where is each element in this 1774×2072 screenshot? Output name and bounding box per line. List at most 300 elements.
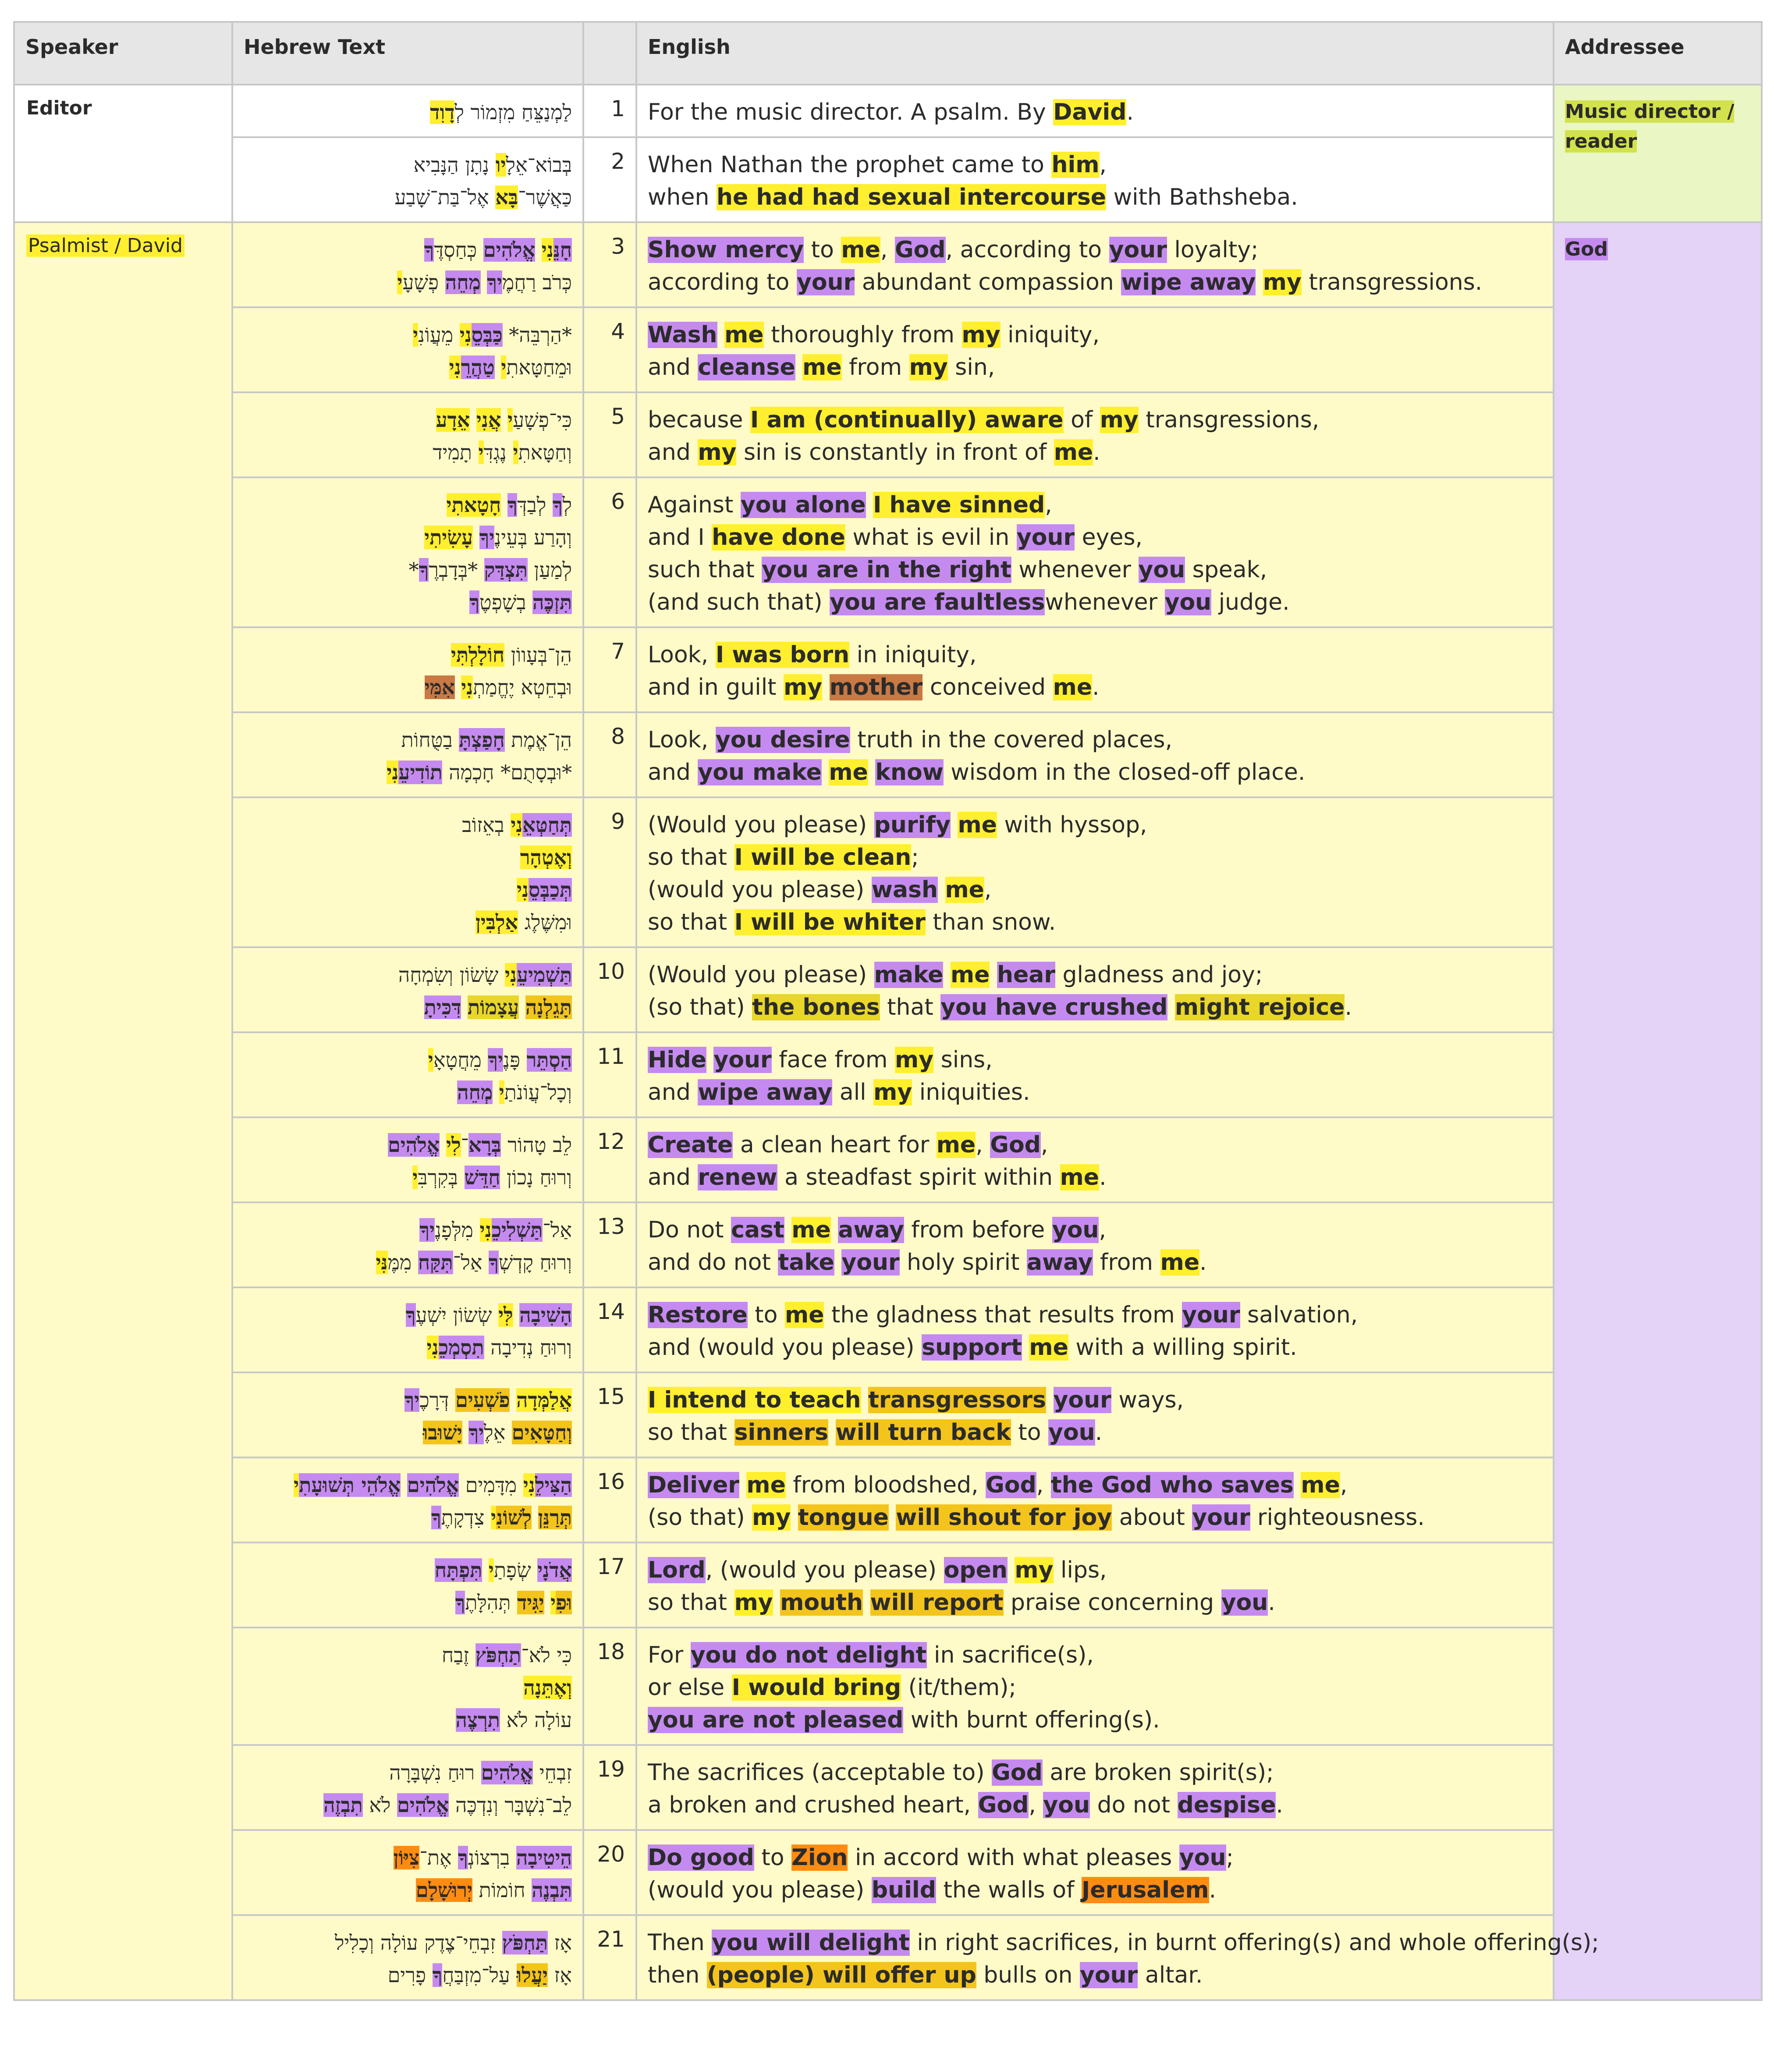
- english-text: [773, 1589, 781, 1616]
- hebrew-line: [244, 436, 572, 469]
- verse-number: 8: [583, 712, 636, 797]
- english-text: to: [1011, 1419, 1049, 1446]
- hebrew-text: לַמְנַצֵּחַ מִזְמוֹר לְ: [454, 100, 572, 124]
- english-text: the walls of: [936, 1877, 1082, 1903]
- english-text: (so that): [648, 1504, 752, 1531]
- hebrew-text: מִדָּמִים: [459, 1473, 523, 1497]
- hebrew-text: *: [408, 558, 419, 582]
- hebrew-line: [244, 1841, 572, 1874]
- hebrew-cell: [232, 1287, 583, 1372]
- english-text: and: [648, 1079, 698, 1105]
- english-highlight: you: [1164, 589, 1212, 615]
- hebrew-line: [244, 181, 572, 213]
- english-highlight: you have crushed: [940, 994, 1168, 1020]
- hebrew-highlight: י: [413, 323, 419, 347]
- english-cell: [636, 1830, 1554, 1915]
- hebrew-highlight: יְרוּשָׁלָם: [415, 1878, 473, 1902]
- english-line: [648, 1874, 1542, 1906]
- english-text: and: [648, 354, 698, 380]
- hebrew-cell: [232, 307, 583, 392]
- hebrew-text: וּמֵחַטָּאתִ: [506, 355, 572, 379]
- psalm-table: [13, 21, 1763, 2001]
- hebrew-text: שְׂשׂוֹן יִשְׁעֶ: [415, 1303, 499, 1327]
- english-text: or else: [648, 1674, 732, 1701]
- english-text: ,: [1040, 1132, 1048, 1158]
- hebrew-text: נָתָן הַנָּבִיא: [413, 153, 496, 177]
- english-text: Look,: [648, 642, 716, 668]
- english-text: [831, 1217, 838, 1243]
- verse-number: 5: [583, 392, 636, 477]
- hebrew-text: מֵחֲטָאָ: [433, 1048, 488, 1072]
- english-line: [648, 1384, 1542, 1416]
- english-text: righteousness.: [1250, 1504, 1425, 1531]
- table-row: [14, 1032, 1762, 1117]
- english-text: (Would you please): [648, 962, 874, 988]
- english-text: .: [1099, 1164, 1107, 1191]
- english-text: [1167, 994, 1175, 1020]
- english-text: [863, 1589, 870, 1616]
- english-line: [648, 1044, 1542, 1076]
- hebrew-text: [501, 408, 507, 432]
- english-line: [648, 1076, 1542, 1109]
- hebrew-line: [244, 809, 572, 841]
- hebrew-highlight: י: [491, 1506, 497, 1529]
- hebrew-highlight: תִרְצֶה: [455, 1708, 500, 1732]
- english-cell: [636, 1542, 1554, 1628]
- hebrew-text: כִּי־פְשָׁעַ: [513, 408, 572, 432]
- english-text: .: [1126, 99, 1134, 125]
- hebrew-text: מִמֶּ: [387, 1251, 418, 1274]
- hebrew-highlight: ךָ: [431, 1506, 441, 1529]
- hebrew-highlight: נִּי: [376, 1251, 388, 1274]
- hebrew-highlight: וּפִ: [556, 1591, 572, 1614]
- english-highlight: God: [992, 1759, 1043, 1786]
- hebrew-text: תְּהִלָּתֶ: [465, 1591, 518, 1614]
- hebrew-highlight: דִּכִּיתָ: [424, 995, 461, 1019]
- english-highlight: purify: [874, 812, 951, 838]
- hebrew-text: וּבְחֵטְא יֶחֱמַתְ: [473, 675, 572, 699]
- hebrew-text: וְרוּחַ נְדִיבָה: [484, 1336, 572, 1359]
- hebrew-text: לֵב טָהוֹר: [501, 1133, 572, 1157]
- english-line: [648, 1639, 1542, 1671]
- english-highlight: my: [1100, 407, 1139, 433]
- english-text: When Nathan the prophet came to: [648, 152, 1052, 178]
- english-text: ;: [1226, 1845, 1234, 1871]
- hebrew-line: [244, 1469, 572, 1501]
- hebrew-line: [244, 266, 572, 299]
- english-text: For the music director. A psalm. By: [648, 99, 1054, 125]
- english-text: speak,: [1185, 557, 1267, 583]
- english-highlight: you: [1221, 1589, 1268, 1616]
- hebrew-highlight: תִסְמְכֵ: [438, 1336, 484, 1359]
- english-text: praise concerning: [1003, 1589, 1221, 1616]
- hebrew-highlight: אֲדֹנָי: [537, 1558, 572, 1582]
- english-highlight: mother: [829, 674, 923, 700]
- english-highlight: Create: [648, 1132, 733, 1158]
- english-text: and do not: [648, 1249, 778, 1276]
- english-text: (would you please): [648, 877, 872, 903]
- hebrew-highlight: תִּצְדַּק: [484, 558, 528, 582]
- english-text: [795, 354, 803, 380]
- hebrew-highlight: וְאֶטְהָר: [520, 846, 572, 869]
- table-row: [14, 477, 1762, 627]
- english-cell: [636, 307, 1554, 392]
- english-line: [648, 1469, 1542, 1501]
- hebrew-text: שְׂפָתַ: [493, 1558, 538, 1582]
- english-text: [1008, 1557, 1015, 1583]
- english-cell: [636, 85, 1554, 137]
- english-line: [648, 1789, 1542, 1821]
- english-highlight: I will be clean: [734, 844, 912, 871]
- english-highlight: me: [945, 877, 984, 903]
- english-highlight: your: [841, 1249, 900, 1276]
- hebrew-text: אַל־: [543, 1218, 572, 1242]
- english-text: Against: [648, 492, 741, 518]
- english-highlight: me: [724, 322, 764, 348]
- english-highlight: my: [784, 674, 823, 700]
- hebrew-cell: [232, 1745, 583, 1830]
- english-highlight: Zion: [791, 1845, 848, 1871]
- english-text: [868, 759, 876, 785]
- english-line: [648, 1299, 1542, 1331]
- english-text: ,: [1340, 1472, 1348, 1498]
- english-line: [648, 1926, 1599, 1959]
- hebrew-cell: [232, 137, 583, 222]
- english-text: [822, 759, 829, 785]
- english-cell: [636, 1628, 1554, 1745]
- english-line: [648, 809, 1542, 841]
- english-text: [1294, 1472, 1301, 1498]
- hebrew-cell: [232, 712, 583, 797]
- header-speaker: Speaker: [14, 22, 232, 85]
- hebrew-text: כְּחַסְדֶּ: [434, 238, 483, 262]
- hebrew-line: [244, 1756, 572, 1789]
- hebrew-highlight: טַהֲרֵ: [461, 355, 495, 379]
- english-highlight: despise: [1177, 1792, 1276, 1818]
- english-text: from bloodshed,: [785, 1472, 986, 1498]
- hebrew-highlight: נִי: [449, 355, 461, 379]
- hebrew-cell: [232, 1542, 583, 1628]
- hebrew-text: אֵלֶ: [484, 1421, 512, 1444]
- hebrew-highlight: ךָ: [469, 590, 479, 614]
- hebrew-text: שָׂשׂוֹן וְשִׂמְחָה: [398, 963, 505, 987]
- hebrew-highlight: לִּי: [498, 1303, 513, 1327]
- english-text: ,: [1036, 1472, 1051, 1498]
- hebrew-highlight: יךָ: [404, 1388, 420, 1412]
- english-highlight: your: [1080, 1962, 1138, 1988]
- english-line: [648, 639, 1542, 671]
- english-cell: [636, 627, 1554, 712]
- english-highlight: Wash: [648, 322, 717, 348]
- english-line: [648, 404, 1542, 436]
- english-highlight: your: [1182, 1302, 1240, 1328]
- english-text: when: [648, 184, 717, 210]
- english-text: .: [1093, 439, 1100, 466]
- english-cell: [636, 392, 1554, 477]
- english-highlight: transgressors: [868, 1387, 1046, 1413]
- hebrew-text: *בְּדָבְרֶ: [429, 558, 484, 582]
- table-row: [14, 947, 1762, 1032]
- verse-number: 14: [583, 1287, 636, 1372]
- english-text: sin,: [947, 354, 995, 380]
- english-highlight: you do not delight: [690, 1642, 927, 1668]
- header-row: [14, 22, 1762, 85]
- hebrew-text: רוּחַ נִשְׁבָּרָה: [389, 1761, 481, 1784]
- english-text: [791, 1504, 798, 1531]
- hebrew-line: [244, 1501, 572, 1534]
- english-highlight: me: [746, 1472, 786, 1498]
- english-highlight: cleanse: [698, 354, 795, 380]
- english-highlight: you will delight: [712, 1930, 910, 1956]
- hebrew-cell: [232, 1457, 583, 1542]
- hebrew-highlight: יךָ: [419, 1218, 435, 1242]
- english-cell: [636, 137, 1554, 222]
- hebrew-line: [244, 351, 572, 384]
- hebrew-highlight: ךָ: [507, 493, 518, 517]
- hebrew-line: [244, 1331, 572, 1364]
- english-highlight: Restore: [648, 1302, 748, 1328]
- english-highlight: I am (continually) aware: [750, 407, 1064, 433]
- hebrew-text: [482, 1558, 489, 1582]
- table-row: [14, 137, 1762, 222]
- hebrew-line: [244, 841, 572, 874]
- hebrew-cell: [232, 797, 583, 947]
- hebrew-highlight: חוֹלָלְתִּי: [451, 643, 505, 667]
- hebrew-highlight: צִיּוֹן: [393, 1846, 420, 1869]
- english-text: [739, 1472, 747, 1498]
- hebrew-text: פָרִים: [387, 1963, 433, 1987]
- hebrew-line: [244, 1554, 572, 1586]
- hebrew-line: [244, 554, 572, 586]
- speaker-cell: [14, 222, 232, 2000]
- hebrew-highlight: ךָ: [424, 238, 434, 262]
- verse-number: 1: [583, 85, 636, 137]
- english-line: [648, 436, 1542, 469]
- table-row: [14, 797, 1762, 947]
- hebrew-text: [510, 1388, 516, 1412]
- hebrew-highlight: לִי: [446, 1133, 461, 1157]
- table-row: [14, 1287, 1762, 1372]
- english-cell: [636, 1202, 1554, 1287]
- english-highlight: cast: [731, 1217, 784, 1243]
- hebrew-line: [244, 1416, 572, 1449]
- english-highlight: I will be whiter: [734, 909, 926, 935]
- hebrew-text: אֶת־: [419, 1846, 458, 1869]
- english-highlight: my: [752, 1504, 791, 1531]
- hebrew-text: פָּנֶ: [503, 1048, 527, 1072]
- hebrew-highlight: חַדֵּשׁ: [464, 1166, 500, 1189]
- english-text: to: [754, 1845, 792, 1871]
- english-text: sins,: [933, 1047, 993, 1073]
- hebrew-highlight: הֵיטִיבָה: [516, 1846, 572, 1869]
- hebrew-text: [461, 995, 468, 1019]
- english-text: then: [648, 1962, 707, 1988]
- hebrew-text: עַל־מִזְבַּחֲ: [442, 1963, 517, 1987]
- english-text: that: [880, 994, 941, 1020]
- hebrew-line: [244, 319, 572, 351]
- english-highlight: my: [734, 1589, 773, 1616]
- english-highlight: me: [1054, 439, 1093, 466]
- hebrew-highlight: ךָ: [458, 1846, 468, 1869]
- english-highlight: I have sinned: [873, 492, 1045, 518]
- english-text: [889, 1504, 896, 1531]
- hebrew-highlight: אֲלַמְּדָה: [516, 1388, 572, 1412]
- english-line: [648, 234, 1542, 266]
- verse-number: 21: [583, 1915, 636, 2000]
- table-row: [14, 1117, 1762, 1202]
- english-highlight: me: [950, 962, 990, 988]
- verse-number: 10: [583, 947, 636, 1032]
- english-text: salvation,: [1240, 1302, 1358, 1328]
- hebrew-highlight: י: [507, 408, 513, 432]
- english-highlight: God: [978, 1792, 1029, 1818]
- english-text: (it/them);: [901, 1674, 1017, 1701]
- hebrew-highlight: בְּרָא: [468, 1133, 501, 1157]
- hebrew-text: כִּי לֹא־: [521, 1643, 572, 1667]
- hebrew-highlight: אִמִּי: [424, 675, 455, 699]
- english-highlight: God: [894, 237, 946, 263]
- hebrew-line: [244, 1384, 572, 1416]
- hebrew-line: [244, 1161, 572, 1194]
- table-row: [14, 712, 1762, 797]
- hebrew-highlight: ךָ: [432, 1963, 443, 1987]
- hebrew-text: ־: [461, 1133, 469, 1157]
- hebrew-line: [244, 489, 572, 521]
- english-text: with burnt offering(s).: [903, 1707, 1160, 1733]
- english-text: eyes,: [1075, 524, 1143, 551]
- hebrew-cell: [232, 1830, 583, 1915]
- english-cell: [636, 477, 1554, 627]
- english-highlight: away: [1026, 1249, 1093, 1276]
- hebrew-highlight: פֹשְׁעִים: [455, 1388, 510, 1412]
- hebrew-highlight: אֱלֹהִים: [407, 1473, 459, 1497]
- english-text: [706, 1047, 714, 1073]
- hebrew-highlight: עָשִׂיתִי: [424, 526, 473, 549]
- hebrew-highlight: אֲנִי: [476, 408, 501, 432]
- addressee-label: God: [1565, 238, 1608, 260]
- english-highlight: Jerusalem: [1081, 1877, 1209, 1903]
- english-cell: [636, 1457, 1554, 1542]
- english-text: and I: [648, 524, 712, 551]
- hebrew-text: לֵב־נִשְׁבָּר וְנִדְכֶּה: [449, 1793, 572, 1817]
- hebrew-text: זִבְחֵי: [533, 1761, 572, 1784]
- english-text: abundant compassion: [855, 269, 1121, 295]
- english-text: [938, 877, 945, 903]
- english-text: ;: [911, 844, 919, 871]
- hebrew-highlight: תְּרַנֵּן: [538, 1506, 572, 1529]
- hebrew-text: [495, 355, 501, 379]
- english-line: [648, 586, 1542, 618]
- english-text: [784, 1217, 792, 1243]
- header-num: [583, 22, 636, 85]
- english-highlight: you are not pleased: [648, 1707, 904, 1733]
- english-highlight: me: [829, 759, 868, 785]
- english-text: (and such that): [648, 589, 830, 615]
- english-highlight: will shout for joy: [896, 1504, 1112, 1531]
- hebrew-cell: [232, 1117, 583, 1202]
- english-line: [648, 1331, 1542, 1364]
- english-line: [648, 96, 1542, 128]
- hebrew-highlight: עֲצָמוֹת: [467, 995, 519, 1019]
- hebrew-line: [244, 1299, 572, 1331]
- hebrew-line: [244, 1926, 572, 1959]
- english-text: ,: [984, 877, 992, 903]
- english-text: transgressions,: [1138, 407, 1320, 433]
- table-row: [14, 1457, 1762, 1542]
- english-highlight: me: [1301, 1472, 1340, 1498]
- hebrew-line: [244, 1214, 572, 1246]
- hebrew-text: אָז: [547, 1931, 572, 1955]
- speaker-label: Psalmist / David: [26, 235, 184, 257]
- hebrew-cell: [232, 627, 583, 712]
- english-highlight: away: [838, 1217, 904, 1243]
- hebrew-text: כַּאֲשֶׁר־: [518, 185, 572, 209]
- english-highlight: I was born: [715, 642, 850, 668]
- english-highlight: build: [871, 1877, 936, 1903]
- english-text: are broken spirit(s);: [1042, 1759, 1274, 1786]
- hebrew-text: *הַרְבֵּה*: [502, 323, 572, 347]
- verse-number: 3: [583, 222, 636, 307]
- hebrew-line: [244, 234, 572, 266]
- hebrew-text: וְחַטָּאתִ: [518, 441, 572, 464]
- hebrew-line: [244, 906, 572, 938]
- hebrew-highlight: י: [550, 1591, 556, 1614]
- english-text: Do not: [648, 1217, 731, 1243]
- table-row: [14, 1628, 1762, 1745]
- english-text: a broken and crushed heart,: [648, 1792, 978, 1818]
- english-highlight: might rejoice: [1174, 994, 1345, 1020]
- english-text: truth in the covered places,: [850, 727, 1173, 753]
- english-cell: [636, 1915, 1599, 2000]
- hebrew-highlight: נִי: [387, 761, 399, 784]
- hebrew-text: [473, 526, 479, 549]
- english-text: [717, 322, 725, 348]
- table-row: [14, 1830, 1762, 1915]
- english-text: in right sacrifices, in burnt offering(s) and whole offering(s);: [909, 1930, 1599, 1956]
- english-text: [1256, 269, 1263, 295]
- english-text: whenever: [1011, 557, 1139, 583]
- english-highlight: Deliver: [648, 1472, 739, 1498]
- english-text: .: [1276, 1792, 1283, 1818]
- hebrew-text: [513, 1303, 520, 1327]
- english-text: to: [747, 1302, 785, 1328]
- english-text: ,: [1045, 492, 1052, 518]
- hebrew-highlight: אֱלֹהִים: [481, 1761, 533, 1784]
- english-text: [951, 812, 958, 838]
- english-text: because: [648, 407, 751, 433]
- hebrew-highlight: תִּזְכֶּה: [532, 590, 572, 614]
- english-line: [648, 1671, 1542, 1704]
- english-line: [648, 1161, 1542, 1194]
- english-text: Look,: [648, 727, 716, 753]
- english-highlight: your: [797, 269, 855, 295]
- english-cell: [636, 797, 1554, 947]
- english-text: sin is constantly in front of: [736, 439, 1054, 466]
- english-text: For: [648, 1642, 691, 1668]
- hebrew-highlight: יו: [495, 153, 506, 177]
- hebrew-text: וְכָל־עֲוֹנֹתַ: [504, 1080, 572, 1104]
- hebrew-highlight: אֱלֹהֵי תְּשׁוּעָתִ: [299, 1473, 401, 1497]
- english-text: The sacrifices (acceptable to): [648, 1759, 992, 1786]
- hebrew-text: בְּקִרְבִּ: [418, 1166, 465, 1189]
- english-text: conceived: [922, 674, 1053, 700]
- table-row: [14, 307, 1762, 392]
- hebrew-highlight: נִי: [461, 675, 473, 699]
- english-text: and: [648, 439, 698, 466]
- english-text: and in guilt: [648, 674, 784, 700]
- verse-number: 11: [583, 1032, 636, 1117]
- english-highlight: me: [841, 237, 880, 263]
